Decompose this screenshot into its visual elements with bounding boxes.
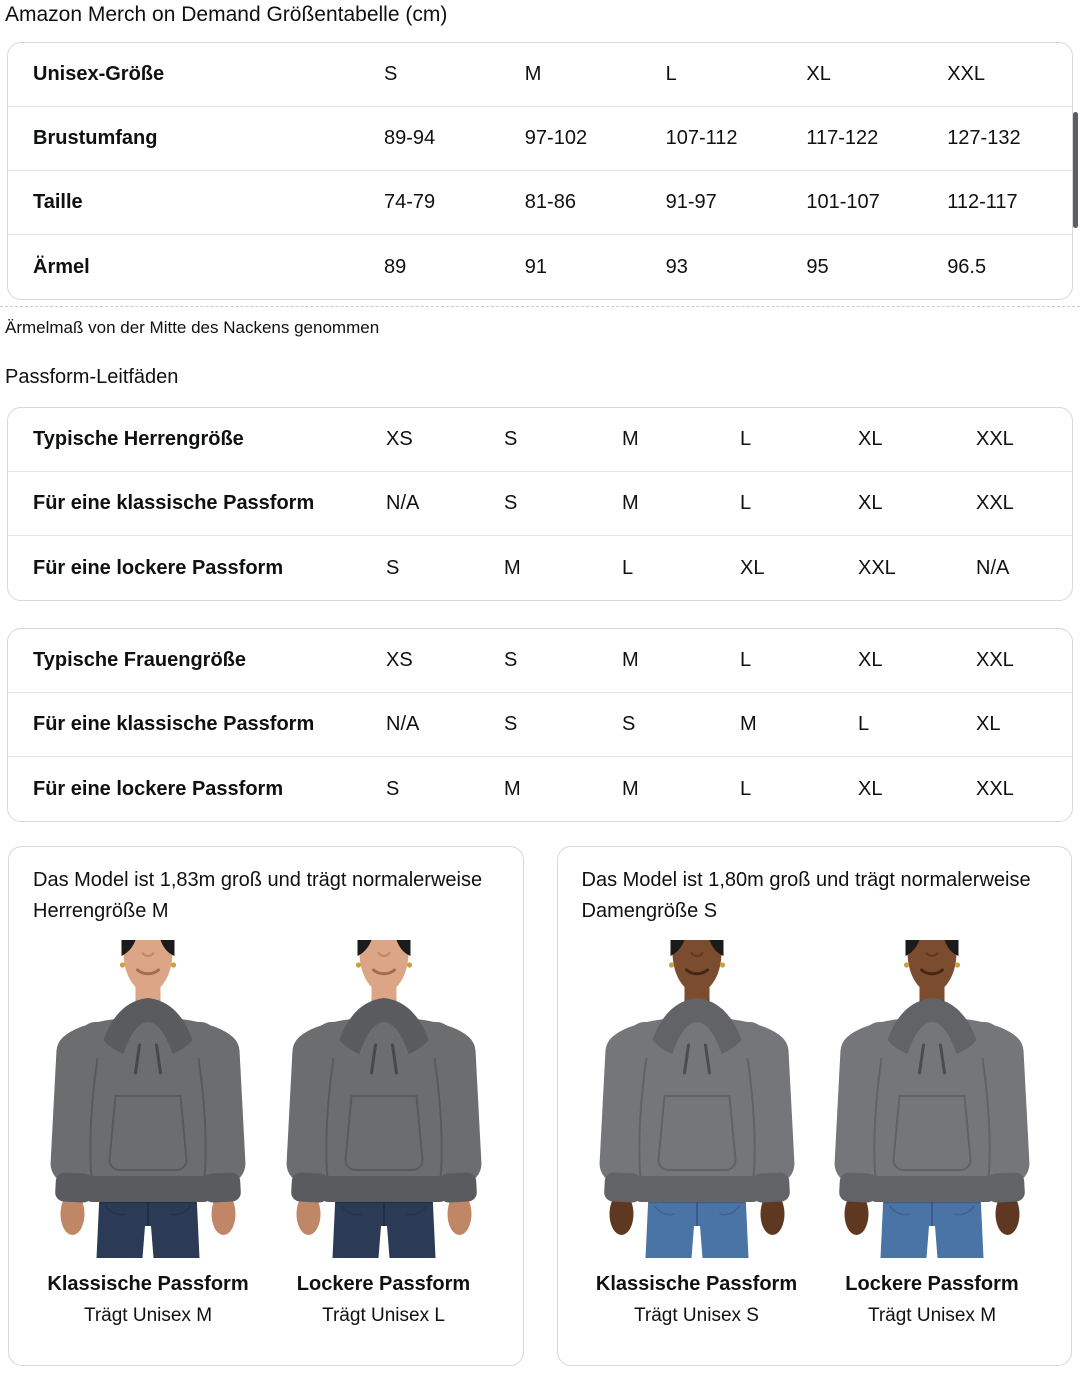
model-description: Das Model ist 1,80m groß und trägt normalerweise Damengröße S (581, 869, 1031, 923)
cell: M (524, 63, 542, 86)
table-row (8, 408, 1072, 472)
cell: L (740, 492, 752, 515)
table-row (8, 171, 1072, 235)
model-description: Das Model ist 1,83m groß und trägt normalerweise Herrengröße M (33, 869, 483, 923)
page-title: Amazon Merch on Demand Größentabelle (cm) (5, 3, 448, 26)
size-caption: Trägt Unisex M (83, 1305, 213, 1327)
cell: 89-94 (384, 127, 436, 150)
cell: 95 (806, 255, 829, 278)
cell: 91 (524, 255, 548, 278)
cell: S (386, 777, 400, 800)
women-model-card (557, 846, 1073, 1366)
cell: L (740, 428, 752, 451)
row-label: Typische Frauengröße (33, 649, 247, 672)
row-label: Unisex-Größe (33, 63, 165, 86)
row-label: Brustumfang (33, 127, 158, 150)
scrollbar-thumb[interactable] (1073, 112, 1078, 228)
cell: 112-117 (947, 191, 1018, 214)
cell: XS (386, 428, 413, 451)
cell: XL (858, 649, 883, 672)
cell: XL (806, 63, 831, 86)
cell: XXL (858, 556, 896, 579)
cell: L (665, 63, 677, 86)
cell: L (622, 556, 634, 579)
cell: XL (858, 492, 883, 515)
cell: 89 (384, 255, 407, 278)
row-label: Ärmel (33, 255, 90, 278)
model-photo-women-loose (819, 940, 1045, 1258)
cell: 93 (665, 255, 688, 278)
table-row (8, 629, 1072, 693)
cell: M (622, 777, 639, 800)
cell: M (622, 492, 639, 515)
cell: S (384, 63, 398, 86)
photo-column (819, 940, 1045, 1327)
cell: M (622, 428, 639, 451)
size-caption: Trägt Unisex L (322, 1305, 445, 1327)
cell: S (504, 649, 518, 672)
size-caption: Trägt Unisex S (634, 1305, 759, 1327)
cell: 101-107 (806, 191, 880, 214)
cell: N/A (386, 713, 420, 736)
men-fit-table (7, 407, 1073, 601)
men-model-card (8, 846, 524, 1366)
cell: XXL (976, 492, 1014, 515)
cell: 117-122 (806, 127, 879, 150)
row-label: Für eine lockere Passform (33, 777, 284, 800)
model-photo-men-classic (35, 940, 261, 1258)
model-photo-women-classic (584, 940, 810, 1258)
cell: XXL (976, 649, 1014, 672)
photo-column (584, 940, 810, 1327)
row-label: Typische Herrengröße (33, 428, 244, 451)
cell: M (740, 713, 757, 736)
cell: M (504, 777, 521, 800)
cell: N/A (386, 492, 420, 515)
cell: 91-97 (665, 191, 717, 214)
cell: L (740, 777, 752, 800)
cell: 127-132 (947, 127, 1021, 150)
table-row (8, 107, 1072, 171)
cell: XXL (976, 428, 1014, 451)
cell: 107-112 (665, 127, 738, 150)
photos-row (29, 940, 503, 1327)
cell: XS (386, 649, 413, 672)
table-row (8, 43, 1072, 107)
fit-caption: Klassische Passform (595, 1273, 798, 1296)
cell: M (504, 556, 521, 579)
cell: XL (740, 556, 765, 579)
row-label: Taille (33, 191, 83, 214)
cell: 96.5 (947, 255, 987, 278)
cell: 81-86 (524, 191, 576, 214)
photos-row (578, 940, 1052, 1327)
table-row (8, 693, 1072, 757)
table-row (8, 536, 1072, 600)
sleeve-note: Ärmelmaß von der Mitte des Nackens genommen (5, 318, 380, 338)
row-label: Für eine klassische Passform (33, 713, 315, 736)
photo-column (35, 940, 261, 1327)
cell: XL (976, 713, 1001, 736)
fit-caption: Lockere Passform (845, 1273, 1019, 1296)
photo-column (271, 940, 497, 1327)
cell: S (504, 713, 518, 736)
cell: N/A (976, 556, 1010, 579)
table-row (8, 235, 1072, 299)
size-table (7, 42, 1073, 300)
row-label: Für eine klassische Passform (33, 492, 315, 515)
women-fit-table (7, 628, 1073, 822)
cell: 97-102 (524, 127, 588, 150)
fit-caption: Klassische Passform (47, 1273, 249, 1296)
cell: L (740, 649, 752, 672)
cell: 74-79 (384, 191, 436, 214)
size-caption: Trägt Unisex M (867, 1305, 997, 1327)
model-cards-row (8, 846, 1072, 1366)
cell: M (622, 649, 639, 672)
fit-guides-heading: Passform-Leitfäden (5, 366, 179, 389)
fit-caption: Lockere Passform (296, 1273, 471, 1296)
cell: S (504, 492, 518, 515)
table-row (8, 757, 1072, 821)
cell: S (504, 428, 518, 451)
table-row (8, 472, 1072, 536)
cell: S (386, 556, 400, 579)
model-photo-men-loose (271, 940, 497, 1258)
cell: XXL (976, 777, 1014, 800)
row-label: Für eine lockere Passform (33, 556, 284, 579)
cell: XXL (947, 63, 985, 86)
cell: L (858, 713, 870, 736)
cell: S (622, 713, 636, 736)
cell: XL (858, 428, 883, 451)
cell: XL (858, 777, 883, 800)
